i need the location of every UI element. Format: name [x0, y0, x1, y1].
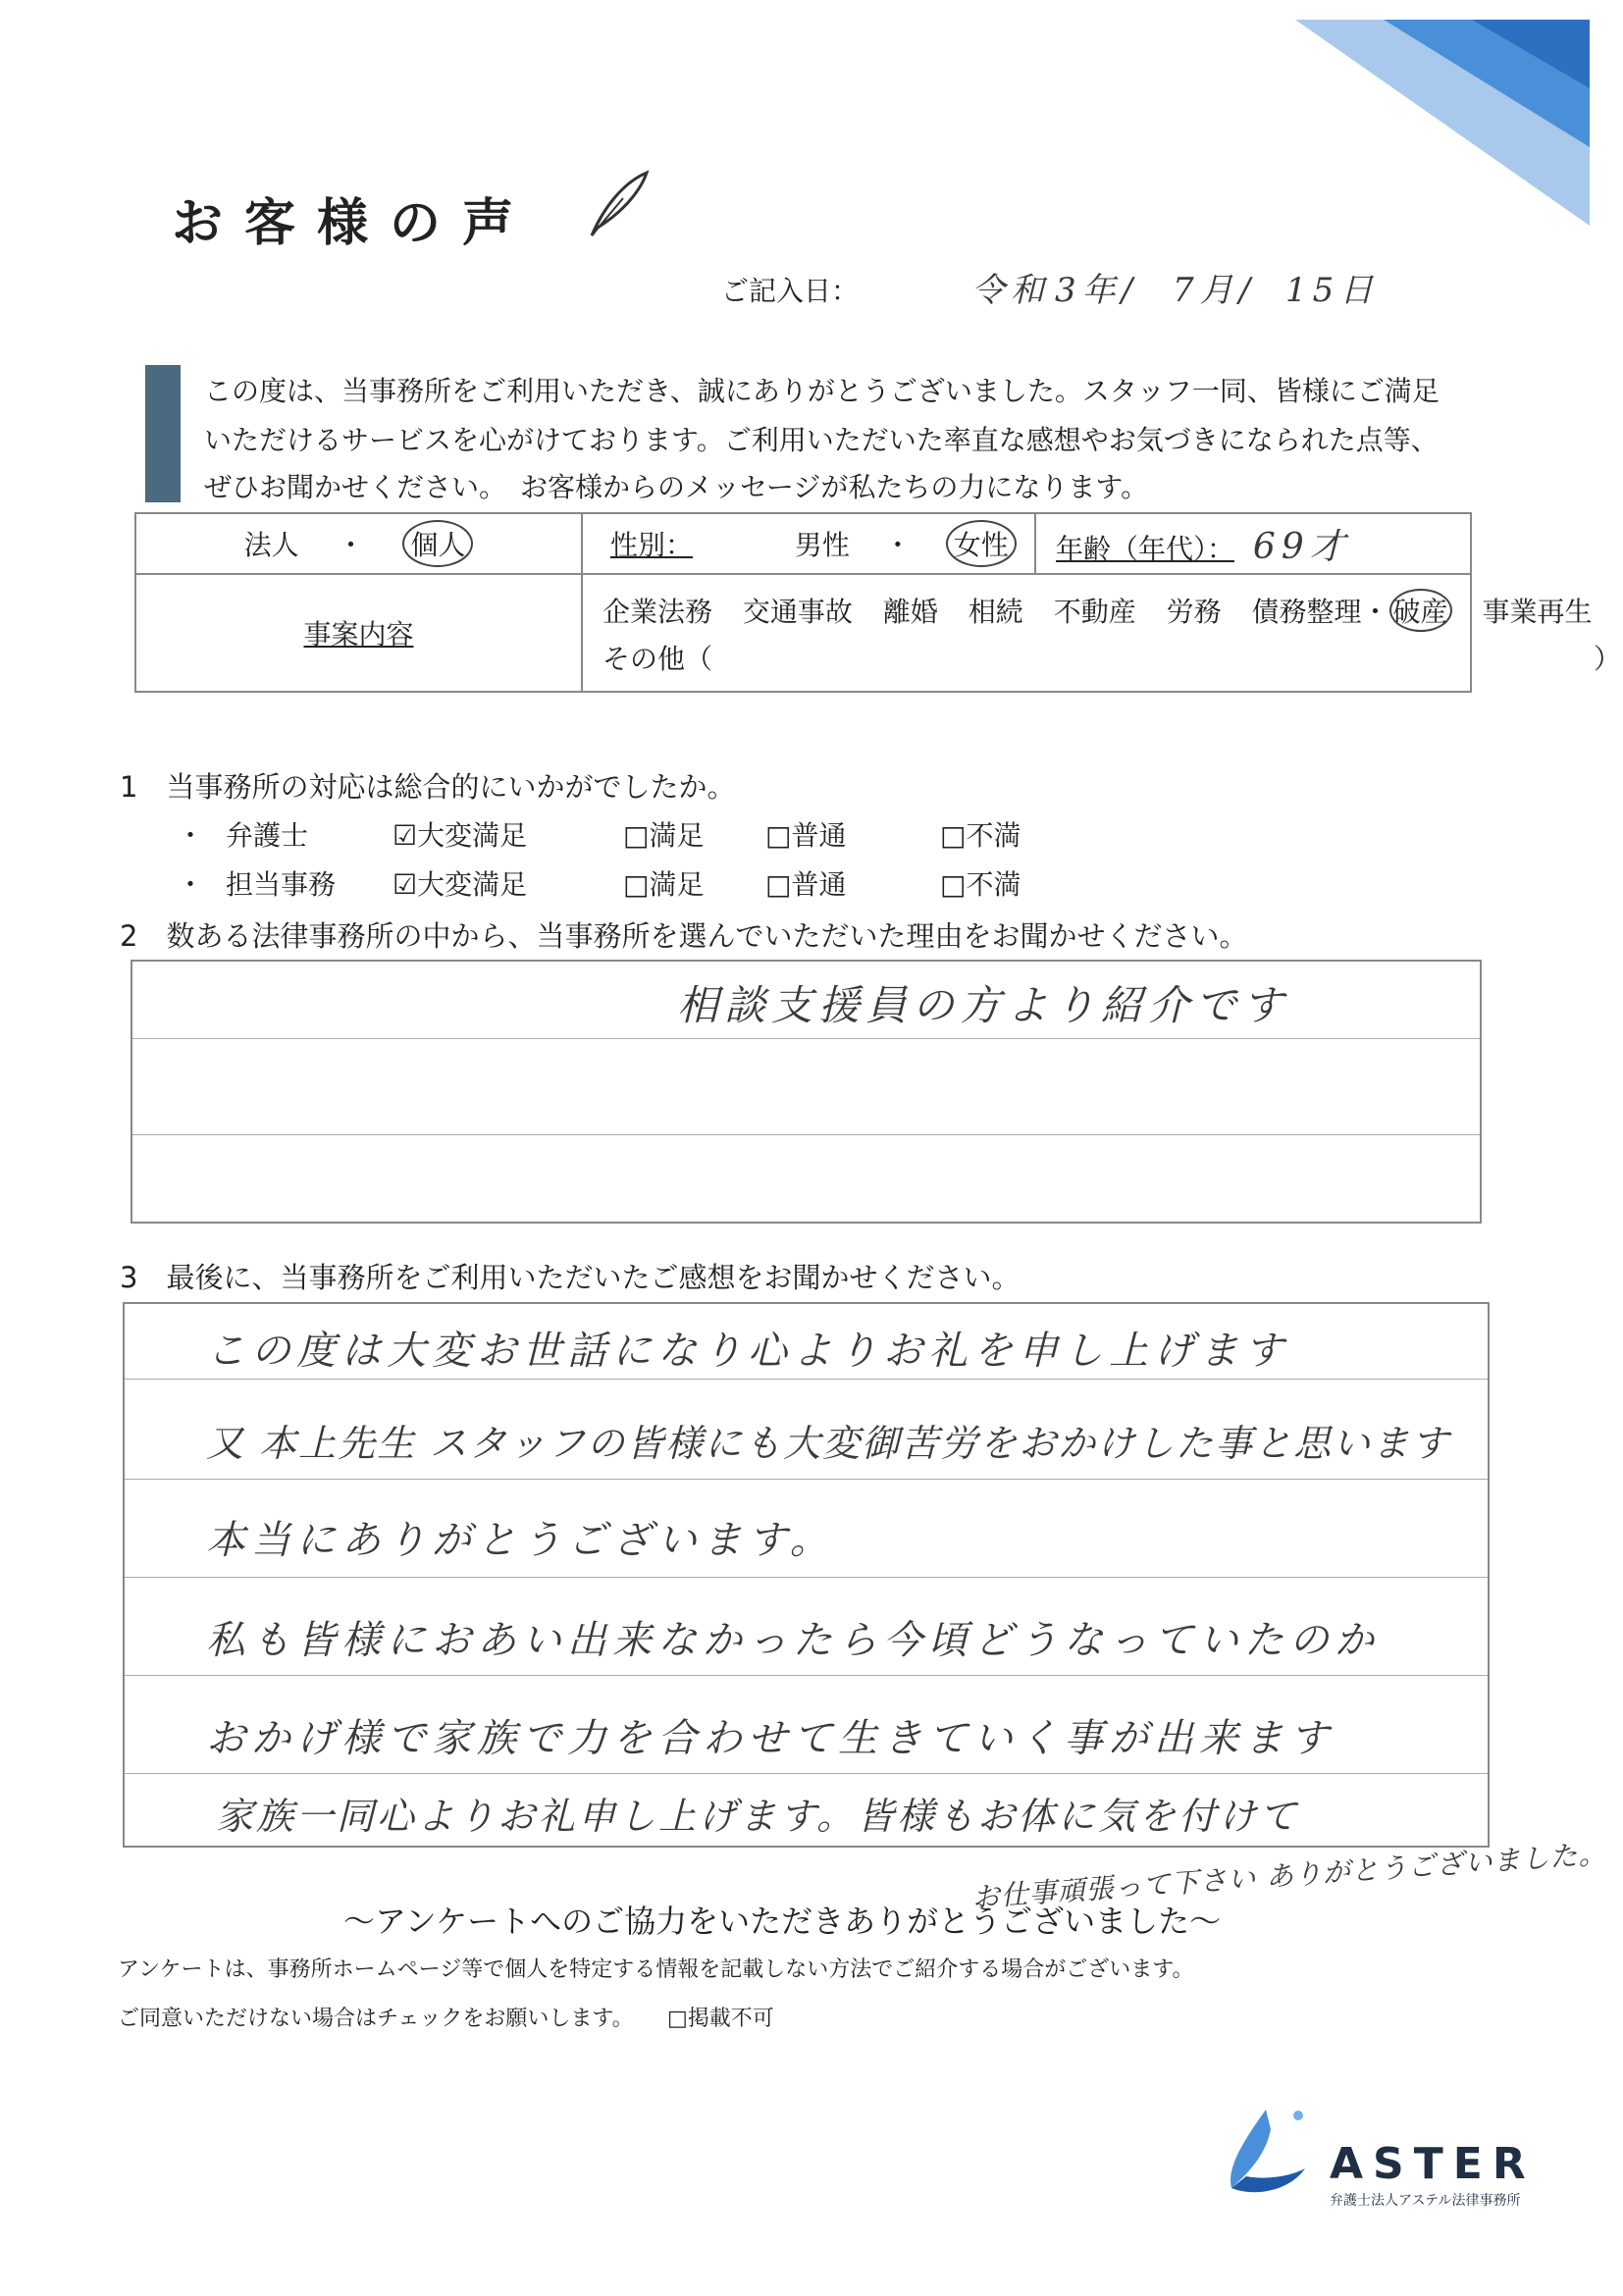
- q3-answer-line: おかげ様で家族で力を合わせて生きていく事が出来ます: [206, 1716, 1335, 1761]
- q1-option-normal: □普通: [765, 868, 847, 901]
- q1-option-very-satisfied: ☑大変満足: [393, 819, 528, 852]
- brand-subtitle: 弁護士法人アステル法律事務所: [1330, 2193, 1521, 2209]
- date-era: 令和: [971, 271, 1050, 310]
- ruled-line: [125, 1773, 1488, 1774]
- case-label: 事案内容: [303, 618, 414, 651]
- male-option: 男性: [794, 529, 850, 561]
- q3-answer-line: 私も皆様におあい出来なかったら今頃どうなっていたのか: [206, 1618, 1380, 1663]
- footer-thanks: ～アンケートへのご協力をいただきありがとうございました～: [343, 1903, 1222, 1940]
- date-year: 3年/: [1055, 271, 1139, 310]
- case-other-close: ）: [1594, 643, 1622, 675]
- ruled-line: [125, 1379, 1488, 1380]
- q3-answer-line: この度は大変お世話になり心よりお礼を申し上げます: [206, 1329, 1289, 1374]
- q1-option-dissatisfied: □不満: [940, 819, 1021, 852]
- corner-decoration: [1276, 0, 1623, 235]
- case-other: その他（: [602, 643, 713, 675]
- date-month: 7月/: [1173, 271, 1257, 310]
- age-label: 年齢（年代）：: [1056, 532, 1235, 565]
- page-title: お客様の声: [172, 194, 536, 253]
- intro-line-2: いただけるサービスを心がけております。ご利用いただいた率直な感想やお気づきになられた点等、: [204, 424, 1439, 456]
- q3-answer-line: 家族一同心よりお礼申し上げます。皆様もお体に気を付けて: [216, 1795, 1299, 1838]
- case-item: 不動産: [1053, 596, 1136, 628]
- question-3: 3 最後に、当事務所をご利用いただいたご感想をお聞かせください。: [120, 1261, 1021, 1294]
- info-row-1: [135, 513, 1471, 574]
- case-label-cell: [135, 574, 582, 692]
- q2-answer: 相談支援員の方より紹介です: [677, 981, 1290, 1029]
- case-item: 離婚: [882, 596, 938, 628]
- feather-pen-icon: [584, 169, 653, 239]
- q3-answer-line: 本当にありがとうございます。: [206, 1518, 835, 1563]
- q1-option-satisfied: □満足: [623, 868, 705, 901]
- q1-option-dissatisfied: □不満: [940, 868, 1021, 901]
- q1-row-label: 弁護士: [226, 819, 309, 852]
- info-row-2: [135, 574, 1471, 692]
- case-items-row: [602, 589, 1592, 632]
- separator: ・: [337, 529, 365, 561]
- corp-option: 法人: [243, 529, 299, 561]
- brand-name: ASTER: [1330, 2139, 1536, 2189]
- q1-option-normal: □普通: [765, 819, 847, 852]
- q1-row-staff: [177, 863, 1158, 899]
- ruled-line: [125, 1577, 1488, 1578]
- aster-logo-icon: [1212, 2100, 1320, 2208]
- bullet: ・: [177, 868, 205, 901]
- female-option: 女性: [946, 520, 1017, 567]
- date-label: ご記入日：: [721, 275, 860, 307]
- intro-line-1: この度は、当事務所をご利用いただき、誠にありがとうございました。スタッフ一同、皆様にご満足: [204, 375, 1440, 407]
- footer-note-2: ご同意いただけない場合はチェックをお願いします。: [118, 2007, 634, 2031]
- q1-row-label: 担当事務: [226, 868, 337, 901]
- q1-option-satisfied: □満足: [623, 819, 705, 852]
- ruled-line: [132, 1038, 1480, 1039]
- case-item-selected: 破産: [1389, 589, 1452, 632]
- age-cell: [1035, 513, 1471, 574]
- case-item: 労務: [1166, 596, 1222, 628]
- q3-answer-line: 又 本上先生 スタッフの皆様にも大変御苦労をおかけした事と思います: [206, 1422, 1451, 1465]
- separator: ・: [883, 529, 912, 561]
- date-day: 15日: [1285, 271, 1380, 310]
- footer-note-1: アンケートは、事務所ホームページ等で個人を特定する情報を記載しない方法でご紹介する場合がございます。: [118, 1957, 1194, 1982]
- intro-line-3: ぜひお聞かせください。 お客様からのメッセージが私たちの力になります。: [204, 471, 1149, 503]
- q1-row-lawyer: [177, 814, 1158, 850]
- case-content-cell: [582, 574, 1622, 692]
- q3-answer-line: お仕事頑張って下さい ありがとうございました。: [970, 1837, 1608, 1914]
- age-value: 69才: [1252, 526, 1351, 567]
- individual-option: 個人: [402, 520, 473, 567]
- gender-cell: [582, 513, 1035, 574]
- question-1: 1 当事務所の対応は総合的にいかがでしたか。: [120, 770, 736, 804]
- q1-option-very-satisfied: ☑大変満足: [393, 868, 528, 901]
- case-item: 企業法務: [602, 596, 713, 628]
- info-table: [134, 512, 1622, 693]
- publish-refusal-checkbox[interactable]: □掲載不可: [667, 2007, 774, 2031]
- case-item: 交通事故: [742, 596, 853, 628]
- ruled-line: [125, 1479, 1488, 1480]
- case-item: 事業再生: [1482, 596, 1593, 628]
- intro-accent-bar: [145, 365, 181, 502]
- case-item: 相続: [968, 596, 1023, 628]
- question-2: 2 数ある法律事務所の中から、当事務所を選んでいただいた理由をお聞かせください。: [120, 919, 1248, 953]
- bullet: ・: [177, 819, 205, 852]
- client-type-cell: [135, 513, 582, 574]
- ruled-line: [132, 1134, 1480, 1135]
- q3-answer-box: [123, 1302, 1490, 1848]
- gender-label: 性別：: [610, 529, 694, 561]
- case-item: 債務整理・: [1251, 596, 1389, 628]
- ruled-line: [125, 1675, 1488, 1676]
